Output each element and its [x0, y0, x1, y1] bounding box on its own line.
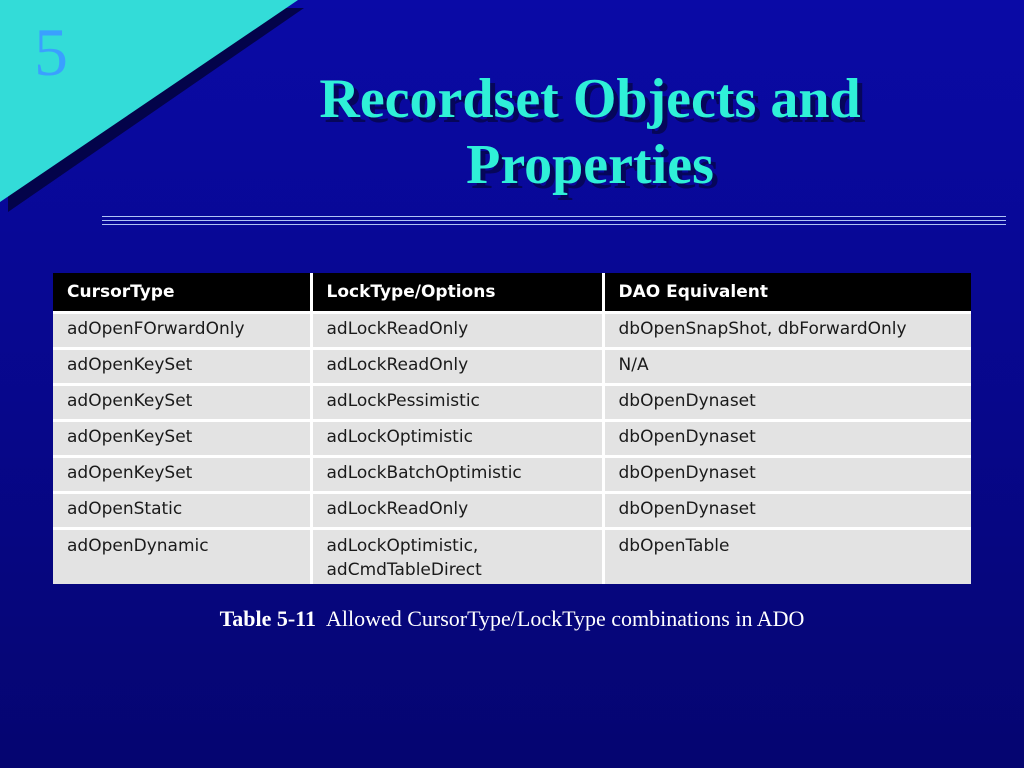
table-cell: dbOpenDynaset — [603, 421, 971, 457]
table-row — [53, 313, 971, 349]
table-cell: adOpenKeySet — [53, 421, 311, 457]
header-locktype: LockType/Options — [311, 273, 603, 313]
table-cell: adOpenStatic — [53, 493, 311, 529]
table-cell: adLockReadOnly — [311, 349, 603, 385]
table-row — [53, 529, 971, 585]
table-cell: dbOpenDynaset — [603, 493, 971, 529]
table-cell: adOpenKeySet — [53, 457, 311, 493]
caption-text: Allowed CursorType/LockType combinations in ADO — [325, 606, 805, 631]
cell-line: adCmdTableDirect — [326, 560, 482, 580]
table-row — [53, 457, 971, 493]
title-line-1: Recordset Objects and — [319, 68, 861, 130]
page-title — [230, 66, 950, 198]
table-caption — [0, 606, 1024, 632]
table-cell: adLockOptimistic — [311, 421, 603, 457]
table-cell: adLockReadOnly — [311, 493, 603, 529]
table-cell: adOpenKeySet — [53, 385, 311, 421]
table-cell: dbOpenTable — [603, 529, 971, 585]
table-row — [53, 385, 971, 421]
cell-line: adLockOptimistic, — [326, 536, 479, 556]
chapter-number: 5 — [34, 14, 68, 90]
table-row — [53, 349, 971, 385]
table-cell: adOpenFOrwardOnly — [53, 313, 311, 349]
table-cell: adLockPessimistic — [311, 385, 603, 421]
caption-label: Table 5-11 — [219, 606, 316, 631]
table-cell: adLockReadOnly — [311, 313, 603, 349]
table-cell: adOpenKeySet — [53, 349, 311, 385]
table-row — [53, 493, 971, 529]
header-cursortype: CursorType — [53, 273, 311, 313]
table-header-row — [53, 273, 971, 313]
combinations-table — [53, 273, 971, 584]
table-cell — [311, 529, 603, 585]
table-cell: dbOpenDynaset — [603, 385, 971, 421]
header-dao-equivalent: DAO Equivalent — [603, 273, 971, 313]
table-row — [53, 421, 971, 457]
table-cell: adOpenDynamic — [53, 529, 311, 585]
table-cell: adLockBatchOptimistic — [311, 457, 603, 493]
table-cell: N/A — [603, 349, 971, 385]
table-cell: dbOpenDynaset — [603, 457, 971, 493]
title-line-2: Properties — [466, 134, 714, 196]
table-cell: dbOpenSnapShot, dbForwardOnly — [603, 313, 971, 349]
title-divider — [102, 216, 1006, 225]
